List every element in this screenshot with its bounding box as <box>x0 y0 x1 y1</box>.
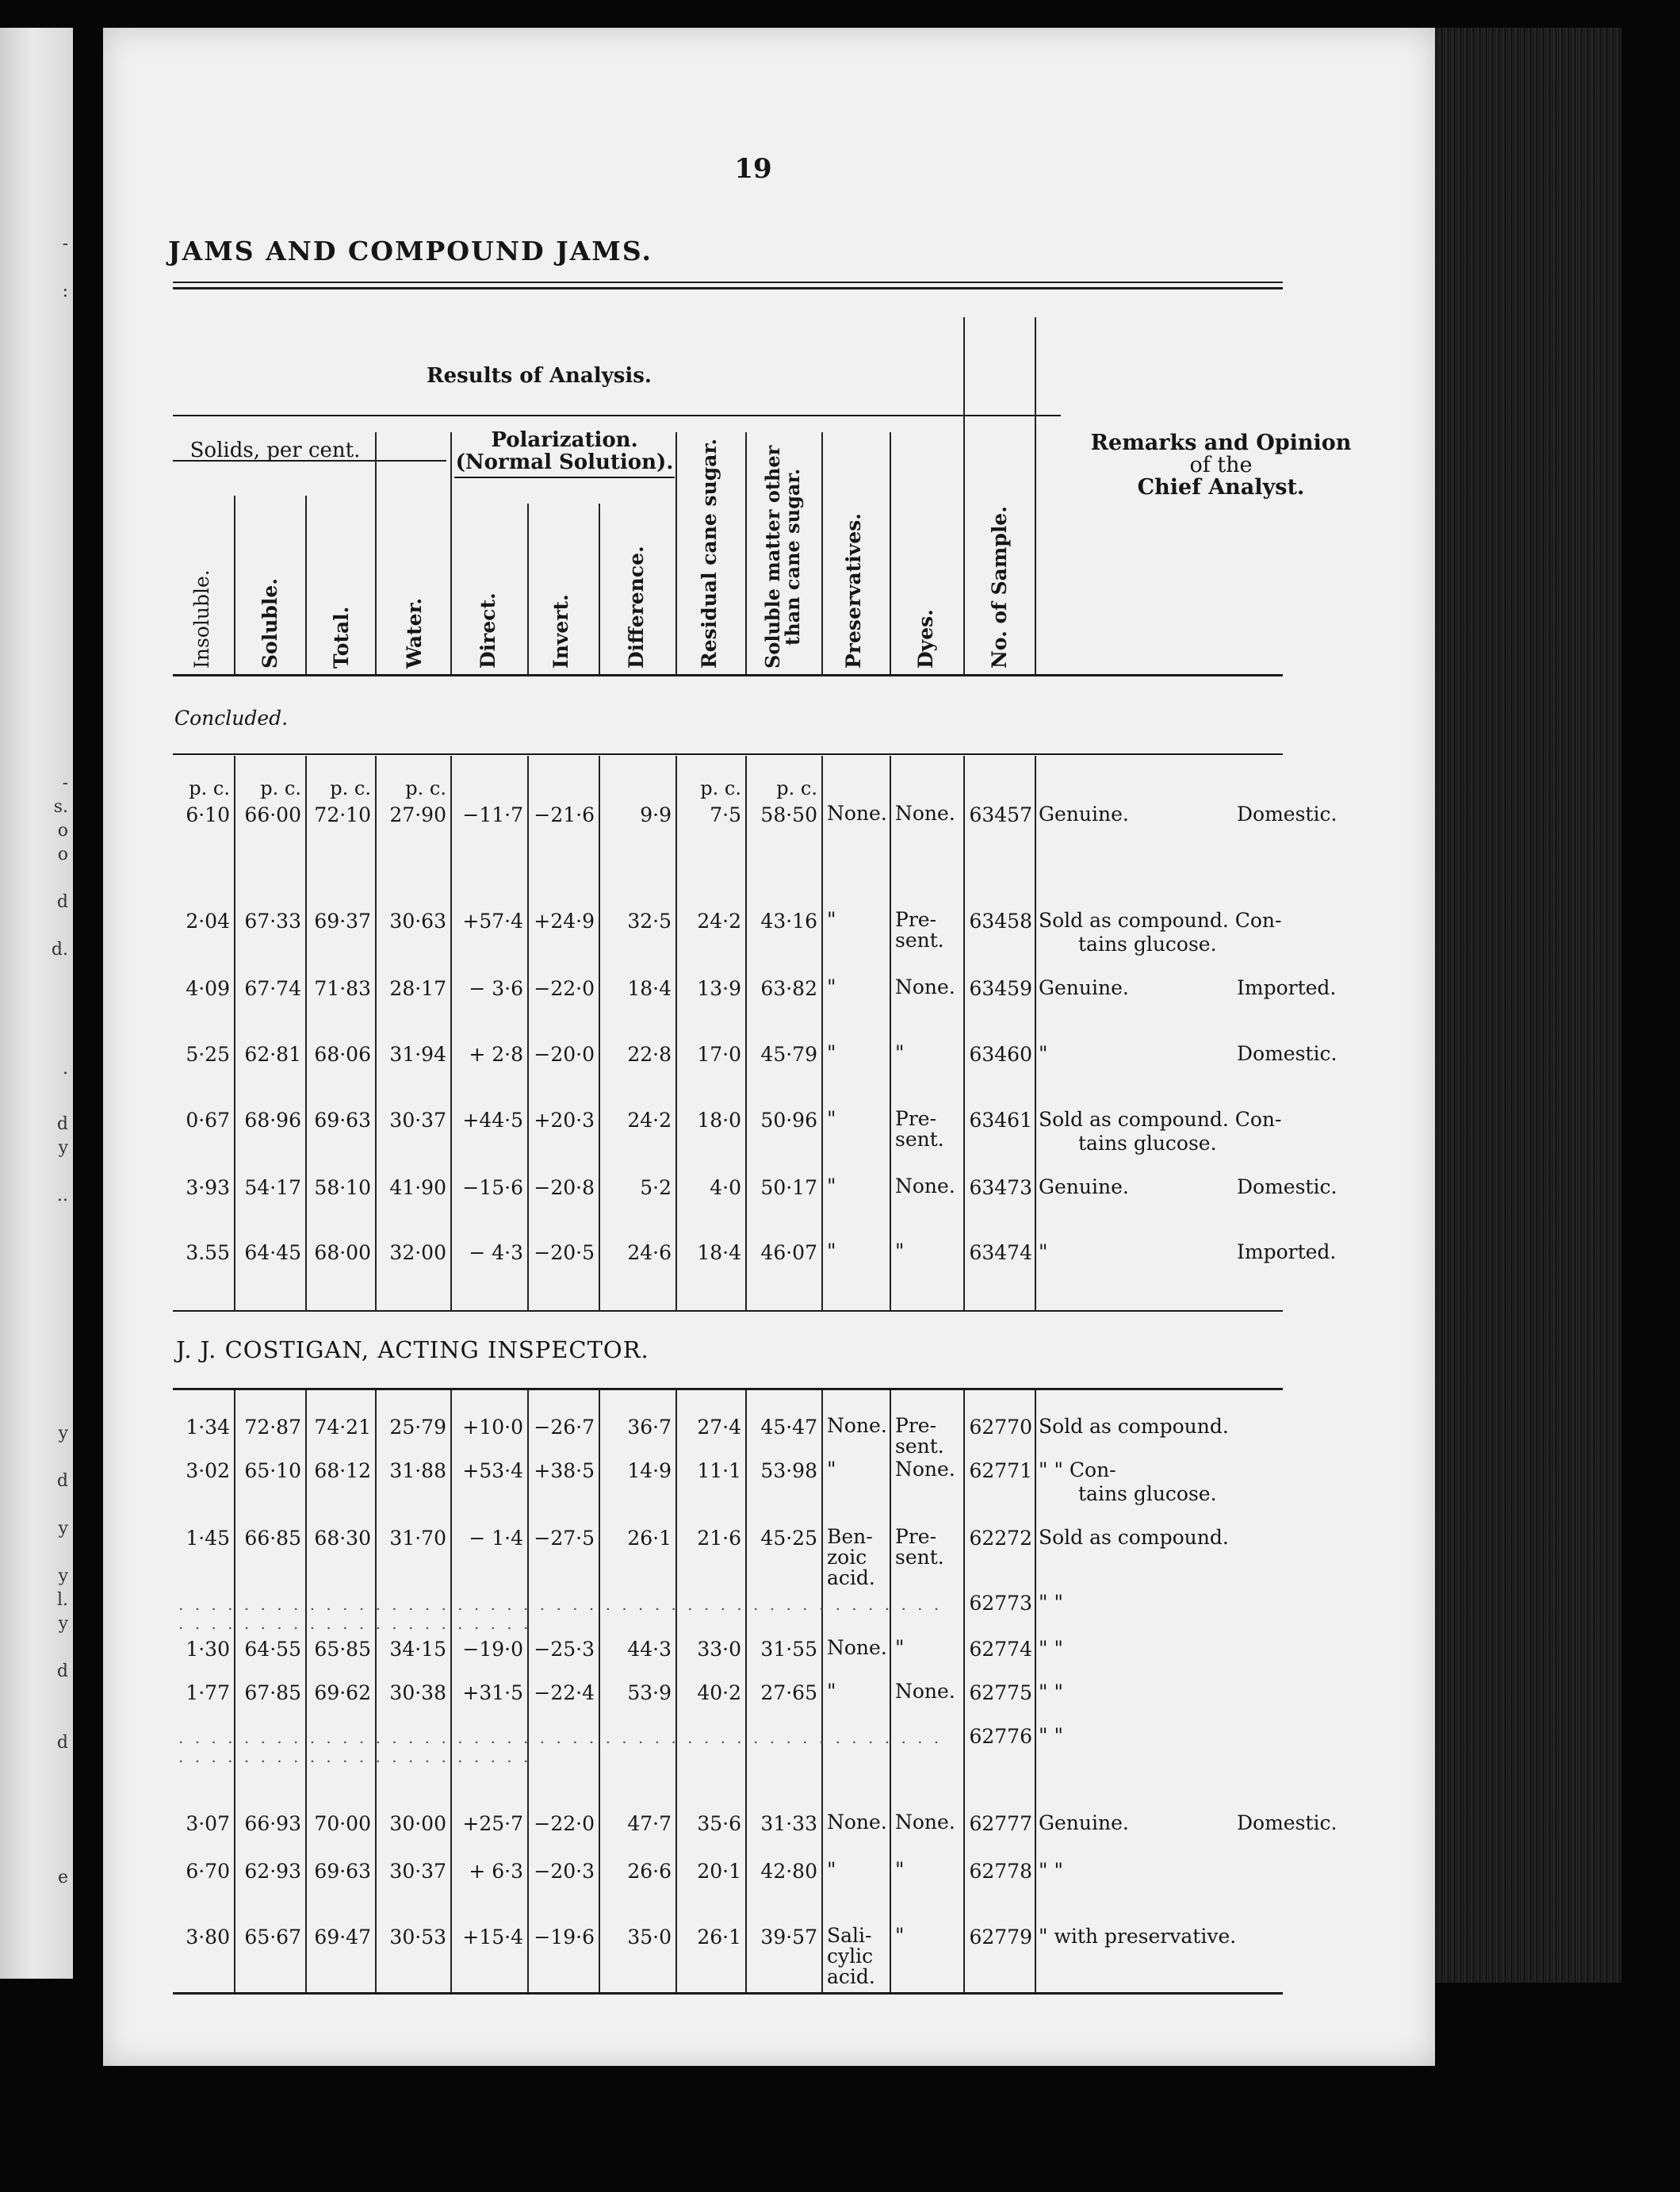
difference-cell: 18·4 <box>627 977 672 1000</box>
insoluble-cell: 1·34 <box>186 1416 230 1439</box>
residual-cell: 7·5 <box>710 803 741 826</box>
remarks-cell: Sold as compound. Con- <box>1039 909 1282 932</box>
residual-cell: 21·6 <box>697 1527 741 1550</box>
remarks-origin-cell: Domestic. <box>1237 1042 1337 1065</box>
total-cell: 68·06 <box>314 1043 371 1066</box>
difference-header: Difference. <box>625 546 648 669</box>
remarks-origin-cell: Domestic. <box>1237 1175 1337 1198</box>
remarks-header: Remarks and Opinion of the Chief Analyst. <box>1090 431 1352 500</box>
direct-cell: +25·7 <box>462 1812 523 1835</box>
remarks-cell: Genuine. <box>1039 803 1129 826</box>
preservatives-cell: " <box>827 1175 836 1198</box>
invert-cell: +20·3 <box>534 1109 595 1132</box>
insoluble-cell: 3·93 <box>186 1176 230 1199</box>
remarks-cell: " with preservative. <box>1039 1925 1237 1948</box>
sample-number-cell: 62770 <box>969 1416 1032 1439</box>
total-cell: 68·00 <box>314 1241 371 1264</box>
total-cell: 69·37 <box>314 910 371 933</box>
other-cell: 46·07 <box>760 1241 817 1264</box>
sample-number-cell: 63458 <box>969 910 1032 933</box>
residual-cell: 27·4 <box>697 1416 741 1439</box>
insoluble-cell: 5·25 <box>186 1043 230 1066</box>
total-cell: 68·12 <box>314 1459 371 1482</box>
preservatives-header: Preservatives. <box>842 512 865 669</box>
dyes-cell: Pre- sent. <box>895 1525 944 1569</box>
insoluble-cell: 1·77 <box>186 1681 230 1704</box>
dyes-cell: None. <box>895 1458 955 1481</box>
insoluble-cell: 1·45 <box>186 1527 230 1550</box>
total-cell: 69·63 <box>314 1109 371 1132</box>
other-cell: 39·57 <box>760 1926 817 1949</box>
book-page-stack <box>1431 28 1621 1983</box>
preservatives-cell: " <box>827 1858 836 1881</box>
concluded-label: Concluded. <box>174 707 289 730</box>
insoluble-cell: 3·02 <box>186 1459 230 1482</box>
remarks-cell: " " <box>1039 1680 1063 1703</box>
soluble-cell: 67·74 <box>244 977 301 1000</box>
total-cell: 71·83 <box>314 977 371 1000</box>
soluble-matter-header: Soluble matter other than cane sugar. <box>761 445 804 669</box>
direct-cell: +57·4 <box>462 910 523 933</box>
dyes-cell: " <box>895 1041 905 1064</box>
invert-cell: −20·5 <box>534 1241 595 1264</box>
water-cell: 31·70 <box>389 1527 446 1550</box>
invert-cell: +24·9 <box>534 910 595 933</box>
direct-cell: +53·4 <box>462 1459 523 1482</box>
water-cell: 28·17 <box>389 977 446 1000</box>
total-cell: 70·00 <box>314 1812 371 1835</box>
soluble-header: Soluble. <box>258 578 281 669</box>
residual-cell: 18·0 <box>697 1109 741 1132</box>
polarization-header: Polarization. <box>491 428 638 452</box>
residual-cell: 18·4 <box>697 1241 741 1264</box>
invert-cell: −20·3 <box>534 1860 595 1883</box>
total-cell: 69·63 <box>314 1860 371 1883</box>
preservatives-cell: " <box>827 1107 836 1130</box>
dyes-cell: None. <box>895 975 955 998</box>
residual-cell: 4·0 <box>710 1176 741 1199</box>
dyes-cell: None. <box>895 1680 955 1703</box>
water-cell: 30·00 <box>389 1812 446 1835</box>
preservatives-cell: None. <box>827 1414 887 1437</box>
document-page: 19 JAMS AND COMPOUND JAMS. Results of Analysis. Solids, per cent. Polarization. (Normal Solution). Insoluble. Soluble. Total. Water. Direct. Invert. Difference. Residual cane sugar. Soluble matter other than cane sugar. Preservatives. Dyes. No. of Sample. Remarks and Opinion of the Chief Analyst. Concluded. p. c. p. c. p. c. p. c. p. c. p. c. 6·10 66·00 72·10 27·90 −11·7 −21·6 9·9 7·5 58·50 None. None. 63457 Genuine. Domestic. 2·04 67·33 69·37 30·63 +57·4 +24·9 32·5 24·2 43·16 " Pre- sent. 63458 Sold as compound. Con- tains glucose. 4·09 67·74 71·83 28·17 − 3·6 −22·0 18·4 13·9 63·82 " None. 63459 Genuine. Imported. 5·25 62·81 68·06 31·94 + 2·8 −20·0 22·8 17·0 45·79 " " 63460 " Domestic. 0·67 68·96 69·63 30·37 +44·5 +20·3 24·2 18·0 50·96 " Pre- sent. 63461 Sold as compound. Con- tains glucose. 3·93 54·17 58·10 41·90 −15·6 −20·8 5·2 4·0 50·17 " None. 63473 Genuine. Domestic. 3.55 64·45 68·00 32·00 − 4·3 −20·5 24·6 18·4 46·07 " " 63474 " Imported. J. J. COSTIGAN, ACTING INSPECTOR. 1·34 72·87 74·21 25·79 +10·0 −26·7 36·7 27·4 45·47 None. Pre- sent. 62770 Sold as compound. 3·02 65·10 68·12 31·88 +53·4 +38·5 14·9 11·1 53·98 " None. 62771 " " Con- tains glucose. 1·45 66·85 68·30 31·70 − 1·4 −27·5 26·1 21·6 45·25 Ben- zoic acid. Pre- sent. 62272 Sold as compound. . . . . . . . . . . . . . . . . . . . . . . . . . . . . . . . . . . . . . . . . . . . . . . . . . . . . . . . . . . . . . . . . . . . . . 62773 " " 1·30 64·55 65·85 34·15 −19·0 −25·3 44·3 33·0 31·55 None. " 62774 " " 1·77 67·85 69·62 30·38 +31·5 −22·4 53·9 40·2 27·65 " None. 62775 " " . . . . . . . . . . . . . . . . . . . . . . . . . . . . . . . . . . . . . . . . . . . . . . . . . . . . . . . . . . . . . . . . . . . . . 62776 " " 3·07 66·93 70·00 30·00 +25·7 −22·0 47·7 35·6 31·33 None. None. 62777 Genuine. Domestic. 6·70 62·93 69·63 30·37 + 6·3 −20·3 26·6 20·1 42·80 " " 62778 " " 3·80 65·67 69·47 30·53 +15·4 −19·6 35·0 26·1 39·57 Sali- cylic acid. " 62779 " with preservative. <box>103 28 1435 2066</box>
soluble-cell: 67·85 <box>244 1681 301 1704</box>
dyes-cell: " <box>895 1636 905 1659</box>
invert-cell: −27·5 <box>534 1527 595 1550</box>
invert-cell: −20·0 <box>534 1043 595 1066</box>
difference-cell: 14·9 <box>627 1459 672 1482</box>
direct-cell: +10·0 <box>462 1416 523 1439</box>
difference-cell: 47·7 <box>627 1812 672 1835</box>
residual-cell: 20·1 <box>697 1860 741 1883</box>
total-cell: 72·10 <box>314 803 371 826</box>
insoluble-cell: 3·80 <box>186 1926 230 1949</box>
sample-number-cell: 62775 <box>969 1681 1032 1704</box>
water-cell: 31·94 <box>389 1043 446 1066</box>
remarks-continuation-cell: tains glucose. <box>1078 933 1217 956</box>
invert-cell: −21·6 <box>534 803 595 826</box>
other-cell: 31·55 <box>760 1638 817 1661</box>
difference-cell: 24·2 <box>627 1109 672 1132</box>
sample-number-cell: 62774 <box>969 1638 1032 1661</box>
preservatives-cell: Sali- cylic acid. <box>827 1924 875 1988</box>
direct-cell: + 6·3 <box>469 1860 523 1883</box>
water-cell: 30·37 <box>389 1860 446 1883</box>
dyes-cell: " <box>895 1858 905 1881</box>
residual-cell: 26·1 <box>697 1926 741 1949</box>
dyes-cell: " <box>895 1240 905 1263</box>
preservatives-cell: " <box>827 1680 836 1703</box>
residual-cell: 24·2 <box>697 910 741 933</box>
preservatives-cell: Ben- zoic acid. <box>827 1525 875 1589</box>
difference-cell: 24·6 <box>627 1241 672 1264</box>
difference-cell: 26·1 <box>627 1527 672 1550</box>
other-cell: 50·96 <box>760 1109 817 1132</box>
dyes-cell: None. <box>895 802 955 825</box>
dyes-cell: Pre- sent. <box>895 1414 944 1458</box>
remarks-cell: Sold as compound. <box>1039 1415 1229 1438</box>
water-cell: 25·79 <box>389 1416 446 1439</box>
water-cell: 27·90 <box>389 803 446 826</box>
water-header: Water. <box>403 597 426 669</box>
insoluble-cell: 2·04 <box>186 910 230 933</box>
remarks-cell: Sold as compound. Con- <box>1039 1108 1282 1131</box>
other-cell: 31·33 <box>760 1812 817 1835</box>
remarks-origin-cell: Imported. <box>1237 1240 1337 1263</box>
page-title: JAMS AND COMPOUND JAMS. <box>168 236 652 266</box>
invert-cell: −20·8 <box>534 1176 595 1199</box>
residual-cell: 11·1 <box>697 1459 741 1482</box>
soluble-cell: 65·10 <box>244 1459 301 1482</box>
sample-number-cell: 62776 <box>969 1725 1032 1748</box>
water-cell: 30·38 <box>389 1681 446 1704</box>
sample-number-header: No. of Sample. <box>988 506 1011 669</box>
sample-number-cell: 63457 <box>969 803 1032 826</box>
sample-number-cell: 63460 <box>969 1043 1032 1066</box>
residual-cell: 13·9 <box>697 977 741 1000</box>
water-cell: 30·63 <box>389 910 446 933</box>
remarks-cell: " <box>1039 1042 1048 1065</box>
direct-cell: − 1·4 <box>469 1527 523 1550</box>
difference-cell: 9·9 <box>640 803 672 826</box>
direct-header: Direct. <box>476 592 499 669</box>
other-cell: 27·65 <box>760 1681 817 1704</box>
remarks-origin-cell: Domestic. <box>1237 1811 1337 1834</box>
dyes-cell: Pre- sent. <box>895 1107 944 1151</box>
difference-cell: 22·8 <box>627 1043 672 1066</box>
residual-cell: 40·2 <box>697 1681 741 1704</box>
soluble-cell: 64·55 <box>244 1638 301 1661</box>
water-cell: 30·53 <box>389 1926 446 1949</box>
insoluble-header: Insoluble. <box>190 569 213 669</box>
other-cell: 42·80 <box>760 1860 817 1883</box>
soluble-cell: 68·96 <box>244 1109 301 1132</box>
soluble-cell: 64·45 <box>244 1241 301 1264</box>
soluble-cell: 72·87 <box>244 1416 301 1439</box>
difference-cell: 32·5 <box>627 910 672 933</box>
insoluble-cell: 3·07 <box>186 1812 230 1835</box>
residual-cell: 33·0 <box>697 1638 741 1661</box>
soluble-cell: 54·17 <box>244 1176 301 1199</box>
residual-cell: 17·0 <box>697 1043 741 1066</box>
sample-number-cell: 62771 <box>969 1459 1032 1482</box>
water-cell: 31·88 <box>389 1459 446 1482</box>
remarks-cell: " " <box>1039 1724 1063 1747</box>
invert-cell: −22·0 <box>534 1812 595 1835</box>
insoluble-cell: 6·10 <box>186 803 230 826</box>
difference-cell: 53·9 <box>627 1681 672 1704</box>
direct-cell: +31·5 <box>462 1681 523 1704</box>
invert-header: Invert. <box>549 594 572 669</box>
preservatives-cell: " <box>827 1458 836 1481</box>
remarks-cell: " " <box>1039 1859 1063 1882</box>
solids-header: Solids, per cent. <box>189 439 361 462</box>
difference-cell: 44·3 <box>627 1638 672 1661</box>
preservatives-cell: " <box>827 1041 836 1064</box>
inspector-heading: J. J. COSTIGAN, ACTING INSPECTOR. <box>176 1336 649 1363</box>
direct-cell: − 3·6 <box>469 977 523 1000</box>
remarks-cell: " " <box>1039 1637 1063 1660</box>
results-of-analysis-header: Results of Analysis. <box>427 364 652 388</box>
direct-cell: −11·7 <box>462 803 523 826</box>
soluble-cell: 66·93 <box>244 1812 301 1835</box>
total-cell: 68·30 <box>314 1527 371 1550</box>
other-cell: 45·47 <box>760 1416 817 1439</box>
insoluble-cell: 6·70 <box>186 1860 230 1883</box>
soluble-cell: 66·85 <box>244 1527 301 1550</box>
other-cell: 58·50 <box>760 803 817 826</box>
remarks-cell: Sold as compound. <box>1039 1526 1229 1549</box>
invert-cell: −26·7 <box>534 1416 595 1439</box>
normal-solution-header: (Normal Solution). <box>455 450 674 474</box>
remarks-cell: " " <box>1039 1591 1063 1614</box>
sample-number-cell: 62777 <box>969 1812 1032 1835</box>
remarks-cell: " " Con- <box>1039 1458 1116 1481</box>
soluble-cell: 62·81 <box>244 1043 301 1066</box>
sample-number-cell: 63459 <box>969 977 1032 1000</box>
direct-cell: +44·5 <box>462 1109 523 1132</box>
total-cell: 65·85 <box>314 1638 371 1661</box>
insoluble-cell: 4·09 <box>186 977 230 1000</box>
water-cell: 30·37 <box>389 1109 446 1132</box>
preservatives-cell: None. <box>827 1811 887 1834</box>
sample-number-cell: 63474 <box>969 1241 1032 1264</box>
soluble-cell: 66·00 <box>244 803 301 826</box>
direct-cell: + 2·8 <box>469 1043 523 1066</box>
remarks-cell: Genuine. <box>1039 976 1129 999</box>
remarks-cell: Genuine. <box>1039 1811 1129 1834</box>
dyes-cell: None. <box>895 1811 955 1834</box>
difference-cell: 5·2 <box>640 1176 672 1199</box>
insoluble-cell: 1·30 <box>186 1638 230 1661</box>
invert-cell: −22·4 <box>534 1681 595 1704</box>
other-cell: 63·82 <box>760 977 817 1000</box>
residual-cell: 35·6 <box>697 1812 741 1835</box>
preservatives-cell: None. <box>827 1636 887 1659</box>
insoluble-cell: 0·67 <box>186 1109 230 1132</box>
empty-row-dots: . . . . . . . . . . . . . . . . . . . . . . . . . . . . . . . . . . . . . . . . . . . . . . . . . . . . . . . . . . . . . . . . . . . . . <box>178 1728 943 1766</box>
remarks-origin-cell: Domestic. <box>1237 803 1337 826</box>
direct-cell: +15·4 <box>462 1926 523 1949</box>
other-cell: 50·17 <box>760 1176 817 1199</box>
soluble-cell: 67·33 <box>244 910 301 933</box>
other-cell: 43·16 <box>760 910 817 933</box>
difference-cell: 35·0 <box>627 1926 672 1949</box>
preservatives-cell: None. <box>827 802 887 825</box>
invert-cell: +38·5 <box>534 1459 595 1482</box>
sample-number-cell: 63461 <box>969 1109 1032 1132</box>
preservatives-cell: " <box>827 975 836 998</box>
sample-number-cell: 62778 <box>969 1860 1032 1883</box>
invert-cell: −22·0 <box>534 977 595 1000</box>
difference-cell: 26·6 <box>627 1860 672 1883</box>
remarks-cell: " <box>1039 1240 1048 1263</box>
total-cell: 69·62 <box>314 1681 371 1704</box>
remarks-origin-cell: Imported. <box>1237 976 1337 999</box>
dyes-header: Dyes. <box>914 609 937 669</box>
remarks-continuation-cell: tains glucose. <box>1078 1482 1217 1505</box>
remarks-cell: Genuine. <box>1039 1175 1129 1198</box>
total-cell: 69·47 <box>314 1926 371 1949</box>
other-cell: 53·98 <box>760 1459 817 1482</box>
sample-number-cell: 62272 <box>969 1527 1032 1550</box>
invert-cell: −25·3 <box>534 1638 595 1661</box>
water-cell: 41·90 <box>389 1176 446 1199</box>
dyes-cell: None. <box>895 1175 955 1198</box>
sample-number-cell: 62779 <box>969 1926 1032 1949</box>
soluble-cell: 62·93 <box>244 1860 301 1883</box>
direct-cell: −19·0 <box>462 1638 523 1661</box>
other-cell: 45·25 <box>760 1527 817 1550</box>
difference-cell: 36·7 <box>627 1416 672 1439</box>
water-cell: 32·00 <box>389 1241 446 1264</box>
soluble-cell: 65·67 <box>244 1926 301 1949</box>
direct-cell: − 4·3 <box>469 1241 523 1264</box>
invert-cell: −19·6 <box>534 1926 595 1949</box>
page-number: 19 <box>734 153 772 185</box>
other-cell: 45·79 <box>760 1043 817 1066</box>
preservatives-cell: " <box>827 1240 836 1263</box>
insoluble-cell: 3.55 <box>186 1241 230 1264</box>
sample-number-cell: 62773 <box>969 1592 1032 1615</box>
total-header: Total. <box>330 606 353 669</box>
water-cell: 34·15 <box>389 1638 446 1661</box>
total-cell: 58·10 <box>314 1176 371 1199</box>
preservatives-cell: " <box>827 908 836 931</box>
facing-page-edge: - : - s. o o d d. . d y .. y d y y l. y d d e <box>0 28 73 1979</box>
residual-cane-sugar-header: Residual cane sugar. <box>698 438 721 669</box>
remarks-continuation-cell: tains glucose. <box>1078 1132 1217 1155</box>
dyes-cell: Pre- sent. <box>895 908 944 952</box>
dyes-cell: " <box>895 1924 905 1947</box>
direct-cell: −15·6 <box>462 1176 523 1199</box>
total-cell: 74·21 <box>314 1416 371 1439</box>
sample-number-cell: 63473 <box>969 1176 1032 1199</box>
empty-row-dots: . . . . . . . . . . . . . . . . . . . . . . . . . . . . . . . . . . . . . . . . . . . . . . . . . . . . . . . . . . . . . . . . . . . . . <box>178 1595 943 1633</box>
